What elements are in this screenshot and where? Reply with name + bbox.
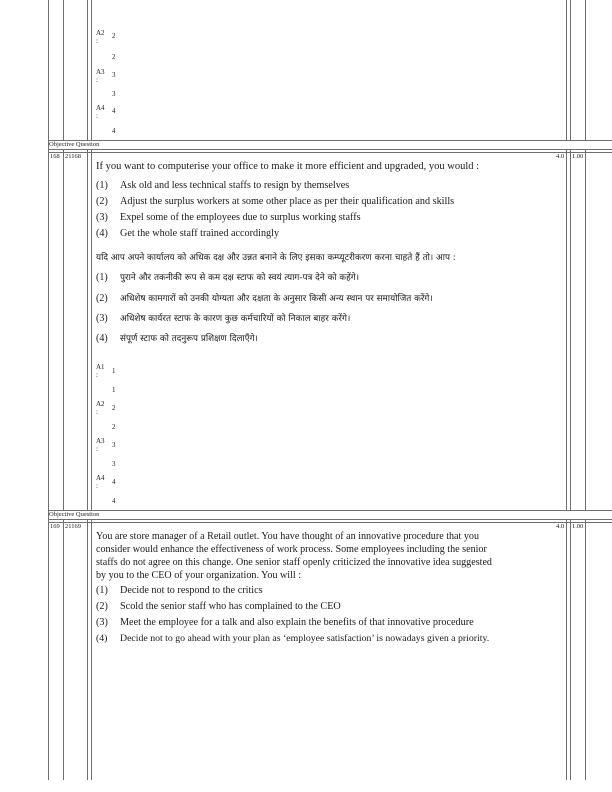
option-number: (2) — [96, 196, 108, 207]
grid-line — [48, 0, 49, 140]
answer-colon: : — [96, 371, 98, 379]
grid-line — [48, 522, 612, 523]
grid-line — [48, 149, 612, 150]
answer-side: 1 — [112, 367, 116, 375]
option-text: अधिशेष कार्यरत स्टाफ के कारण कुछ कर्मचारियों को निकाल बाहर करेंगे। — [120, 314, 351, 324]
option-row — [96, 179, 349, 192]
option-row — [96, 333, 258, 345]
option-row — [96, 293, 433, 305]
grid-line — [63, 149, 64, 510]
answer-label: A2 — [96, 29, 105, 37]
grid-line — [48, 140, 612, 141]
option-text: अधिशेष कामगारों को उनकी योग्यता और दक्षता के अनुसार किसी अन्य स्थान पर समायोजित करेंगे। — [120, 294, 433, 304]
question-line: consider would enhance the effectiveness of work process. Some employees including the senior — [96, 544, 487, 555]
answer-side: 2 — [112, 404, 116, 412]
grid-line — [566, 519, 567, 780]
grid-line — [87, 0, 88, 140]
option-number: (1) — [96, 585, 108, 596]
question-marks: 4.0 — [556, 523, 565, 530]
grid-line — [48, 510, 612, 511]
question-type-label: Objective Question — [49, 511, 100, 518]
answer-colon: : — [96, 76, 98, 84]
question-negative-marks: 1.00 — [572, 153, 584, 160]
answer-label: A3 — [96, 437, 105, 445]
option-row — [96, 584, 263, 597]
option-text: Scold the senior staff who has complained to the CEO — [120, 601, 341, 612]
question-text-english: If you want to computerise your office to make it more efficient and upgraded, you would : — [96, 161, 480, 172]
question-line: staffs do not agree on this change. One senior staff openly criticized the innovative idea suggested — [96, 557, 492, 568]
option-row — [96, 600, 341, 613]
option-row — [96, 616, 474, 629]
grid-line — [87, 149, 88, 510]
answer-label: A3 — [96, 68, 105, 76]
option-number: (1) — [96, 180, 108, 191]
answer-value: 1 — [112, 386, 116, 394]
grid-line — [566, 0, 567, 140]
option-text: Expel some of the employees due to surplus working staffs — [120, 212, 361, 223]
option-number: (2) — [96, 293, 108, 304]
answer-label: A4 — [96, 104, 105, 112]
answer-colon: : — [96, 445, 98, 453]
question-serial: 168 — [50, 153, 60, 160]
grid-line — [585, 149, 586, 510]
option-number: (3) — [96, 212, 108, 223]
grid-line — [48, 152, 612, 153]
question-marks: 4.0 — [556, 153, 565, 160]
grid-line — [48, 510, 49, 780]
option-number: (4) — [96, 228, 108, 239]
option-number: (3) — [96, 617, 108, 628]
answer-value: 3 — [112, 90, 116, 98]
question-id: 21169 — [65, 523, 82, 530]
answer-side: 3 — [112, 441, 116, 449]
answer-side: 4 — [112, 107, 116, 115]
answer-colon: : — [96, 408, 98, 416]
grid-line — [91, 149, 92, 510]
option-text: Decide not to go ahead with your plan as ‘employee satisfaction’ is nowadays given a priority. — [120, 633, 490, 644]
question-negative-marks: 1.00 — [572, 523, 584, 530]
option-text: संपूर्ण स्टाफ को तदनुरूप प्रशिक्षण दिलाएँगे। — [120, 334, 258, 344]
option-number: (3) — [96, 313, 108, 324]
question-line: by you to the CEO of your organization. You will : — [96, 570, 302, 581]
option-number: (4) — [96, 333, 108, 344]
option-number: (4) — [96, 633, 108, 644]
grid-line — [63, 519, 64, 780]
grid-line — [585, 519, 586, 780]
answer-label: A4 — [96, 474, 105, 482]
question-serial: 169 — [50, 523, 60, 530]
option-row — [96, 632, 489, 645]
answer-side: 4 — [112, 478, 116, 486]
option-text: Ask old and less technical staffs to resign by themselves — [120, 180, 350, 191]
answer-side: 2 — [112, 32, 116, 40]
answer-value: 4 — [112, 497, 116, 505]
grid-line — [48, 140, 49, 510]
answer-colon: : — [96, 37, 98, 45]
grid-line — [566, 149, 567, 510]
option-text: Get the whole staff trained accordingly — [120, 228, 280, 239]
option-row — [96, 272, 359, 284]
grid-line — [63, 0, 64, 140]
grid-line — [48, 519, 612, 520]
grid-line — [570, 149, 571, 510]
option-number: (1) — [96, 272, 108, 283]
answer-value: 2 — [112, 423, 116, 431]
answer-label: A1 — [96, 363, 105, 371]
option-row — [96, 195, 454, 208]
question-text-hindi: यदि आप अपने कार्यालय को अधिक दक्ष और उन्नत बनाने के लिए इसका कम्प्यूटरीकरण करना चाहते हैं तो। आप : — [96, 253, 456, 263]
question-line: You are store manager of a Retail outlet. You have thought of an innovative procedure that you — [96, 531, 480, 542]
option-row — [96, 211, 361, 224]
option-text: Adjust the surplus workers at some other place as per their qualification and skills — [120, 196, 455, 207]
answer-value: 3 — [112, 460, 116, 468]
answer-value: 4 — [112, 127, 116, 135]
grid-line — [585, 0, 586, 140]
answer-colon: : — [96, 482, 98, 490]
option-row — [96, 313, 350, 325]
grid-line — [570, 0, 571, 140]
grid-line — [91, 0, 92, 140]
question-type-label: Objective Question — [49, 141, 100, 148]
question-id: 21168 — [65, 153, 82, 160]
answer-colon: : — [96, 112, 98, 120]
option-row — [96, 227, 279, 240]
answer-side: 3 — [112, 71, 116, 79]
grid-line — [570, 519, 571, 780]
option-number: (2) — [96, 601, 108, 612]
grid-line — [87, 519, 88, 780]
option-text: Meet the employee for a talk and also explain the benefits of that innovative procedure — [120, 617, 474, 628]
grid-line — [91, 519, 92, 780]
option-text: Decide not to respond to the critics — [120, 585, 263, 596]
option-text: पुराने और तकनीकी रूप से कम दक्ष स्टाफ को स्वयं त्याग-पत्र देने को कहेंगे। — [120, 273, 360, 283]
answer-label: A2 — [96, 400, 105, 408]
answer-value: 2 — [112, 53, 116, 61]
